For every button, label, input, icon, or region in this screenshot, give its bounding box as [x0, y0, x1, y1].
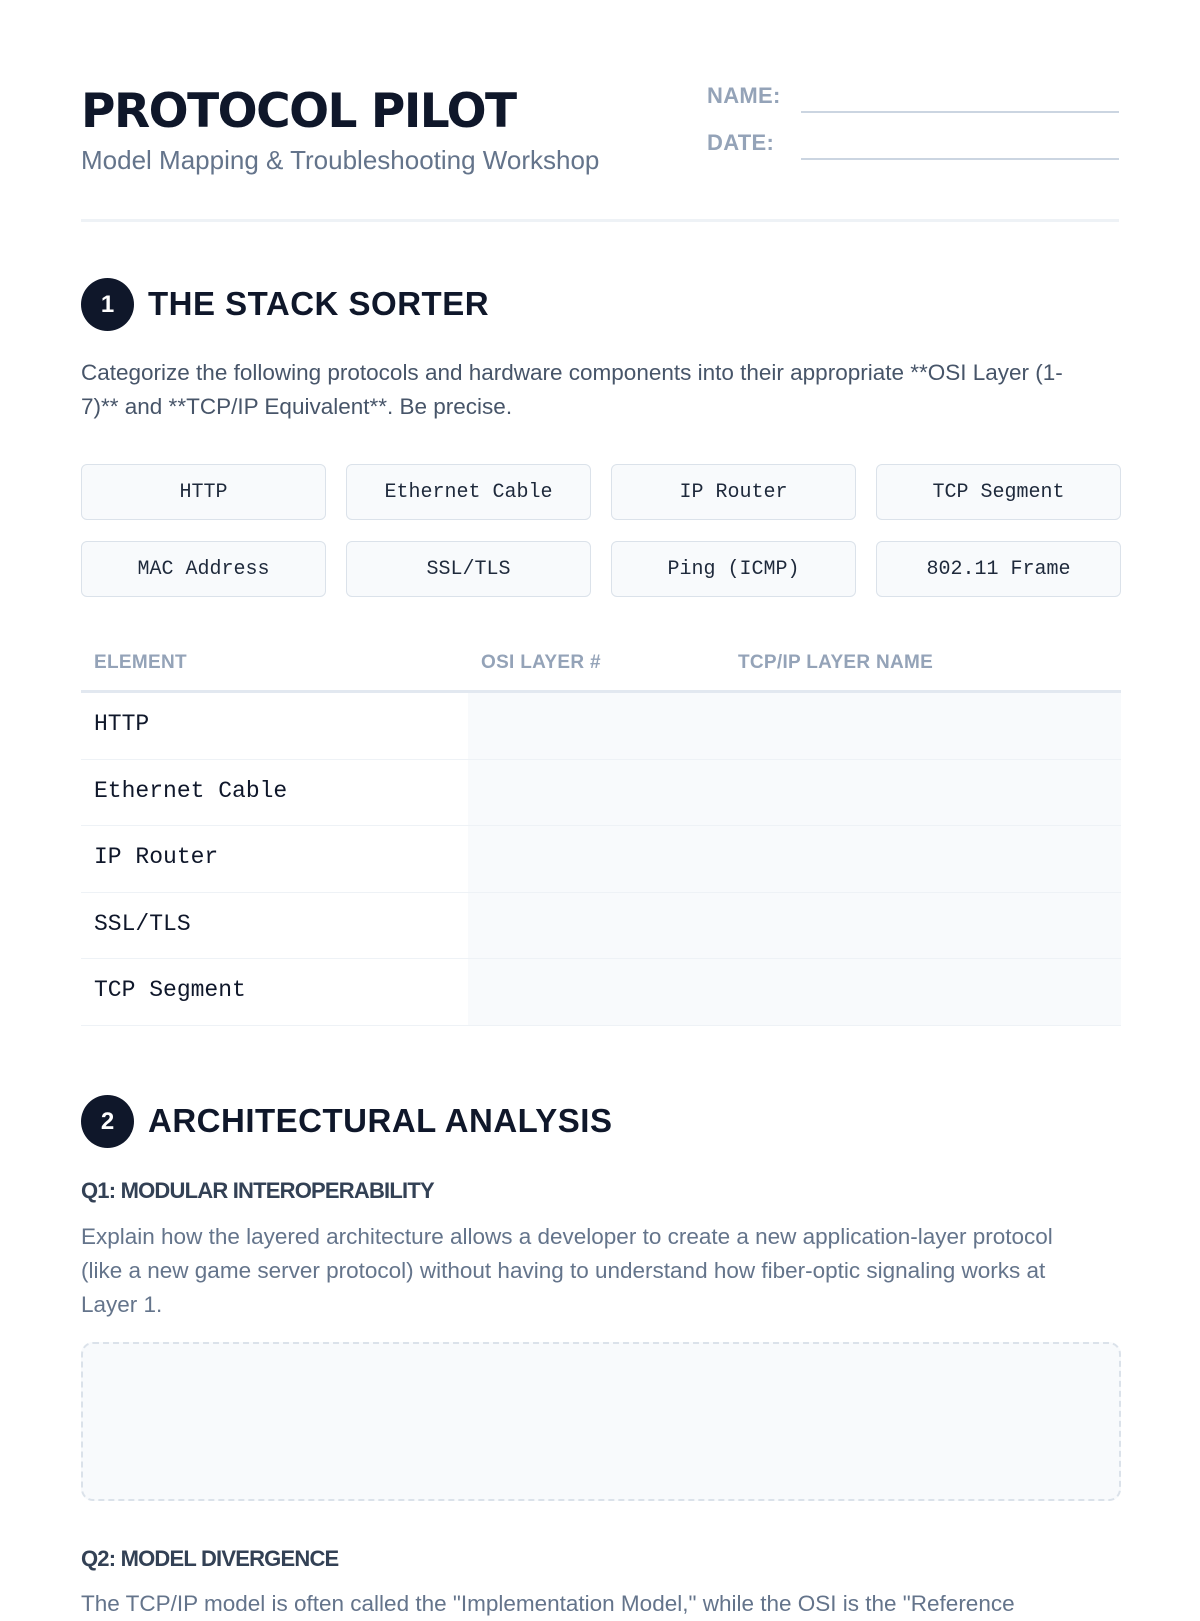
answer-cell[interactable]	[468, 826, 1121, 892]
column-header-osi-layer: OSI LAYER #	[481, 652, 601, 673]
name-field[interactable]	[707, 78, 1119, 118]
table-row	[81, 826, 1121, 893]
answer-cell[interactable]	[468, 693, 1121, 759]
name-line[interactable]	[801, 111, 1119, 113]
table-row	[81, 893, 1121, 960]
worksheet-title: PROTOCOL PILOT	[81, 84, 516, 139]
date-field[interactable]	[707, 125, 1119, 165]
answer-cell[interactable]	[468, 959, 1121, 1025]
section-2-heading	[81, 1095, 1121, 1149]
element-cell: Ethernet Cable	[94, 777, 288, 804]
column-header-element: ELEMENT	[94, 652, 187, 673]
protocol-chip[interactable]: IP Router	[611, 464, 856, 520]
element-cell: SSL/TLS	[94, 910, 191, 937]
section-1-title: THE STACK SORTER	[148, 285, 490, 322]
date-line[interactable]	[801, 158, 1119, 160]
question-1-text: Explain how the layered architecture allows a developer to create a new application-layer protocol (like a new game server protocol) without having to understand how fiber-optic signaling works at Layer 1.	[81, 1224, 1053, 1317]
question-1-title: Q1: MODULAR INTEROPERABILITY	[81, 1178, 434, 1203]
column-header-tcpip-layer: TCP/IP LAYER NAME	[738, 652, 934, 673]
section-1-instructions: Categorize the following protocols and hardware components into their appropriate **OSI Layer (1-7)** and **TCP/IP Equivalent**. Be precise.	[81, 360, 1063, 419]
section-2-number-badge: 2	[81, 1095, 134, 1148]
worksheet-header	[81, 0, 1119, 222]
table-row	[81, 959, 1121, 1026]
name-label: NAME:	[707, 83, 781, 108]
element-cell: TCP Segment	[94, 977, 246, 1003]
worksheet-subtitle: Model Mapping & Troubleshooting Workshop	[81, 145, 600, 175]
protocol-chip[interactable]: 802.11 Frame	[876, 541, 1121, 597]
answer-cell[interactable]	[468, 893, 1121, 959]
table-header-row	[81, 640, 1121, 693]
stack-sorter-table	[81, 640, 1121, 1026]
protocol-chip[interactable]: MAC Address	[81, 541, 326, 597]
element-cell: IP Router	[94, 844, 219, 870]
element-cell: HTTP	[94, 711, 150, 737]
protocol-chip[interactable]: TCP Segment	[876, 464, 1121, 520]
section-2-title: ARCHITECTURAL ANALYSIS	[148, 1102, 613, 1139]
protocol-chip[interactable]: SSL/TLS	[346, 541, 591, 597]
protocol-chip-bank	[81, 464, 1121, 597]
question-1-answer-box[interactable]	[81, 1342, 1121, 1501]
protocol-chip[interactable]: Ethernet Cable	[346, 464, 591, 520]
table-row	[81, 760, 1121, 827]
date-label: DATE:	[707, 130, 775, 155]
section-1-number-badge: 1	[81, 278, 134, 331]
table-row	[81, 693, 1121, 760]
question-2-text: The TCP/IP model is often called the "Implementation Model," while the OSI is the "Reference	[81, 1591, 1015, 1616]
protocol-chip[interactable]: HTTP	[81, 464, 326, 520]
protocol-chip[interactable]: Ping (ICMP)	[611, 541, 856, 597]
section-1-heading	[81, 278, 1121, 332]
answer-cell[interactable]	[468, 760, 1121, 826]
question-2-title: Q2: MODEL DIVERGENCE	[81, 1546, 339, 1571]
